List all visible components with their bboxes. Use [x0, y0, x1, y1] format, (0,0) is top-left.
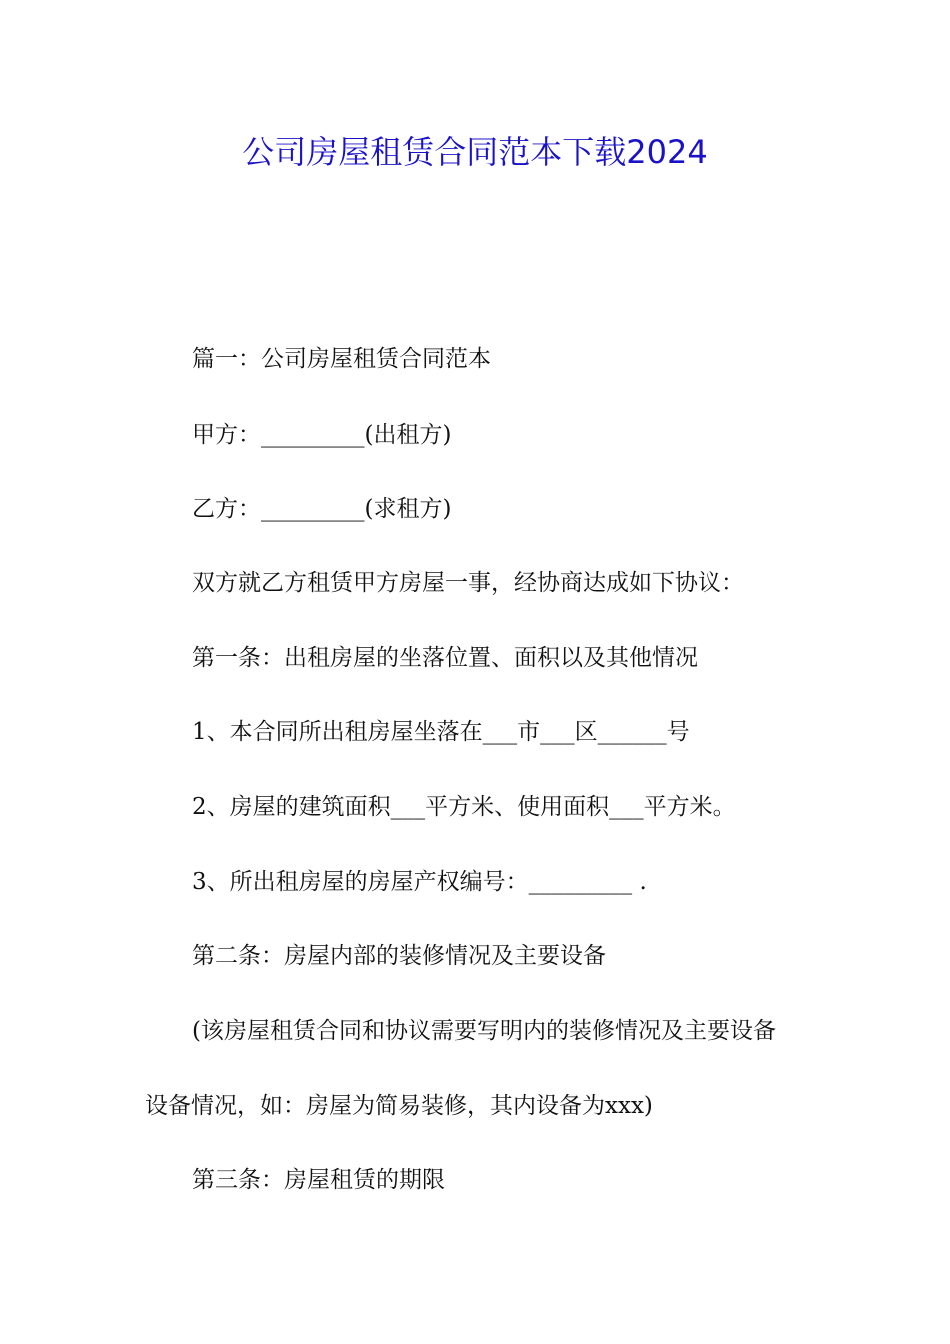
paragraph-article-3: 第三条：房屋租赁的期限: [192, 1167, 445, 1193]
paragraph-article-2: 第二条：房屋内部的装修情况及主要设备: [192, 943, 606, 969]
paragraph-note-line-1: (该房屋租赁合同和协议需要写明内的装修情况及主要设备: [192, 1018, 776, 1044]
paragraph-party-a: 甲方：_________(出租方): [192, 422, 452, 448]
paragraph-section-heading: 篇一：公司房屋租赁合同范本: [192, 346, 491, 372]
paragraph-note-line-2: 设备情况，如：房屋为简易装修，其内设备为xxx): [145, 1093, 653, 1119]
paragraph-item-1: 1、本合同所出租房屋坐落在___市___区______号: [192, 719, 690, 745]
paragraph-article-1: 第一条：出租房屋的坐落位置、面积以及其他情况: [192, 645, 698, 671]
document-title: 公司房屋租赁合同范本下载2024: [242, 133, 708, 171]
paragraph-item-3: 3、所出租房屋的房屋产权编号：_________ .: [192, 869, 647, 895]
paragraph-item-2: 2、房屋的建筑面积___平方米、使用面积___平方米。: [192, 794, 736, 820]
paragraph-party-b: 乙方：_________(求租方): [192, 496, 452, 522]
paragraph-agreement-intro: 双方就乙方租赁甲方房屋一事，经协商达成如下协议：: [192, 570, 744, 596]
